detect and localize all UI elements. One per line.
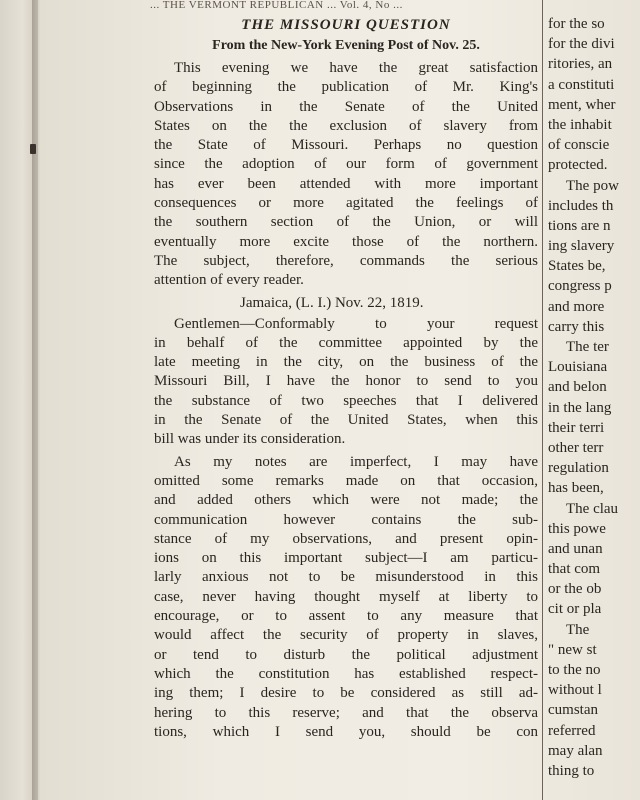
text-line: late meeting in the city, on the business of the [154, 354, 538, 371]
text-line: that com [548, 561, 601, 578]
text-line: in the lang [548, 399, 612, 416]
text-line: and belon [548, 379, 607, 396]
text-line: which the constitution has established respect- [154, 665, 538, 682]
text-line: would affect the security of property in slaves, [154, 627, 538, 644]
text-line: in behalf of the committee appointed by the [154, 334, 538, 351]
text-line: ritories, an [548, 56, 613, 73]
text-line: States on the the exclusion of slavery from [154, 117, 538, 134]
letter-paragraph-2 [154, 453, 538, 742]
text-line: this powe [548, 520, 606, 537]
text-line: and added others which were not made; the [154, 492, 538, 509]
text-line: cumstan [548, 702, 598, 719]
text-line: referred [548, 722, 596, 739]
text-line: States be, [548, 258, 606, 275]
dateline: Jamaica, (L. I.) Nov. 22, 1819. [240, 294, 424, 311]
text-line: or tend to disturb the political adjustment [154, 646, 538, 663]
text-line: larly anxious not to be misunderstood in this [154, 569, 538, 586]
text-line: communication however contains the sub- [154, 511, 538, 528]
main-column [154, 14, 538, 742]
text-line: Observations in the Senate of the United [154, 98, 538, 115]
text-line: cit or pla [548, 601, 602, 618]
text-line: of beginning the publication of Mr. King's [154, 79, 538, 96]
column-rule [542, 0, 543, 800]
text-line: to the no [548, 662, 601, 678]
text-line: carry this [548, 318, 605, 335]
text-line: consequences or more agitated the feelings of [154, 195, 538, 212]
binding-mark [30, 144, 36, 154]
text-line: Louisiana [548, 359, 608, 376]
text-line: for the divi [548, 36, 615, 53]
text-line: ment, wher [548, 96, 616, 113]
text-line: congress p [548, 278, 612, 295]
text-line: thing to [548, 762, 595, 779]
text-line: or the ob [548, 581, 602, 598]
text-line: Missouri Bill, I have the honor to send to you [154, 373, 538, 390]
text-line: regulation [548, 460, 609, 477]
text-line: tions are n [548, 217, 611, 234]
text-line: their terri [548, 419, 605, 436]
article-source: From the New-York Evening Post of Nov. 25. [212, 38, 480, 53]
text-line: ing them; I desire to be considered as still ad- [154, 685, 538, 702]
text-line: encourage, or to assent to any measure that [154, 608, 538, 625]
letter-paragraph-1 [154, 315, 538, 450]
text-line: hering to this reserve; and that the observa [154, 704, 538, 721]
text-line: case, never having thought myself at liberty to [154, 588, 538, 605]
text-line: has ever been attended with more important [154, 175, 538, 192]
text-line: includes th [548, 197, 614, 214]
text-line: eventually more excite those of the northern. [154, 233, 538, 250]
text-line: The pow [566, 177, 619, 194]
text-line: in the Senate of the United States, when this [154, 412, 538, 429]
text-line: The [566, 621, 590, 638]
article-headline: THE MISSOURI QUESTION [241, 17, 451, 33]
text-line: and more [548, 298, 605, 315]
masthead-fragment: ... THE VERMONT REPUBLICAN ... Vol. 4, No ... [150, 0, 403, 11]
text-line: " new st [548, 641, 597, 658]
text-line: ions on this important subject—I am particu- [154, 550, 538, 567]
text-line: The ter [566, 339, 609, 355]
text-line: bill was under its consideration. [154, 431, 346, 448]
text-line: since the adoption of our form of government [154, 156, 538, 173]
text-line: has been, [548, 480, 604, 497]
text-line: attention of every reader. [154, 272, 304, 289]
text-line: The clau [566, 500, 619, 517]
text-line: The subject, therefore, commands the serious [154, 252, 538, 269]
text-line: and unan [548, 540, 603, 557]
intro-paragraph [154, 59, 538, 291]
text-line: the substance of two speeches that I delivered [154, 392, 538, 409]
text-line: without l [548, 682, 602, 699]
text-line: for the so [548, 16, 605, 32]
text-line: stance of my observations, and present opin- [154, 530, 538, 547]
text-line: tions, which I send you, should be con [154, 723, 538, 740]
text-line: As my notes are imperfect, I may have [174, 453, 538, 470]
text-line: ing slavery [548, 238, 615, 255]
text-line: omitted some remarks made on that occasion, [154, 472, 538, 489]
text-line: other terr [548, 439, 604, 456]
right-column [548, 14, 640, 781]
text-line: Gentlemen—Conformably to your request [174, 315, 538, 332]
text-line: the inhabit [548, 116, 612, 133]
text-line: protected. [548, 157, 608, 174]
text-line: a constituti [548, 76, 615, 93]
text-line: may alan [548, 742, 603, 759]
text-line: the State of Missouri. Perhaps no question [154, 137, 538, 154]
text-line: This evening we have the great satisfaction [174, 60, 538, 76]
text-line: of conscie [548, 137, 610, 154]
text-line: the southern section of the Union, or will [154, 214, 538, 231]
